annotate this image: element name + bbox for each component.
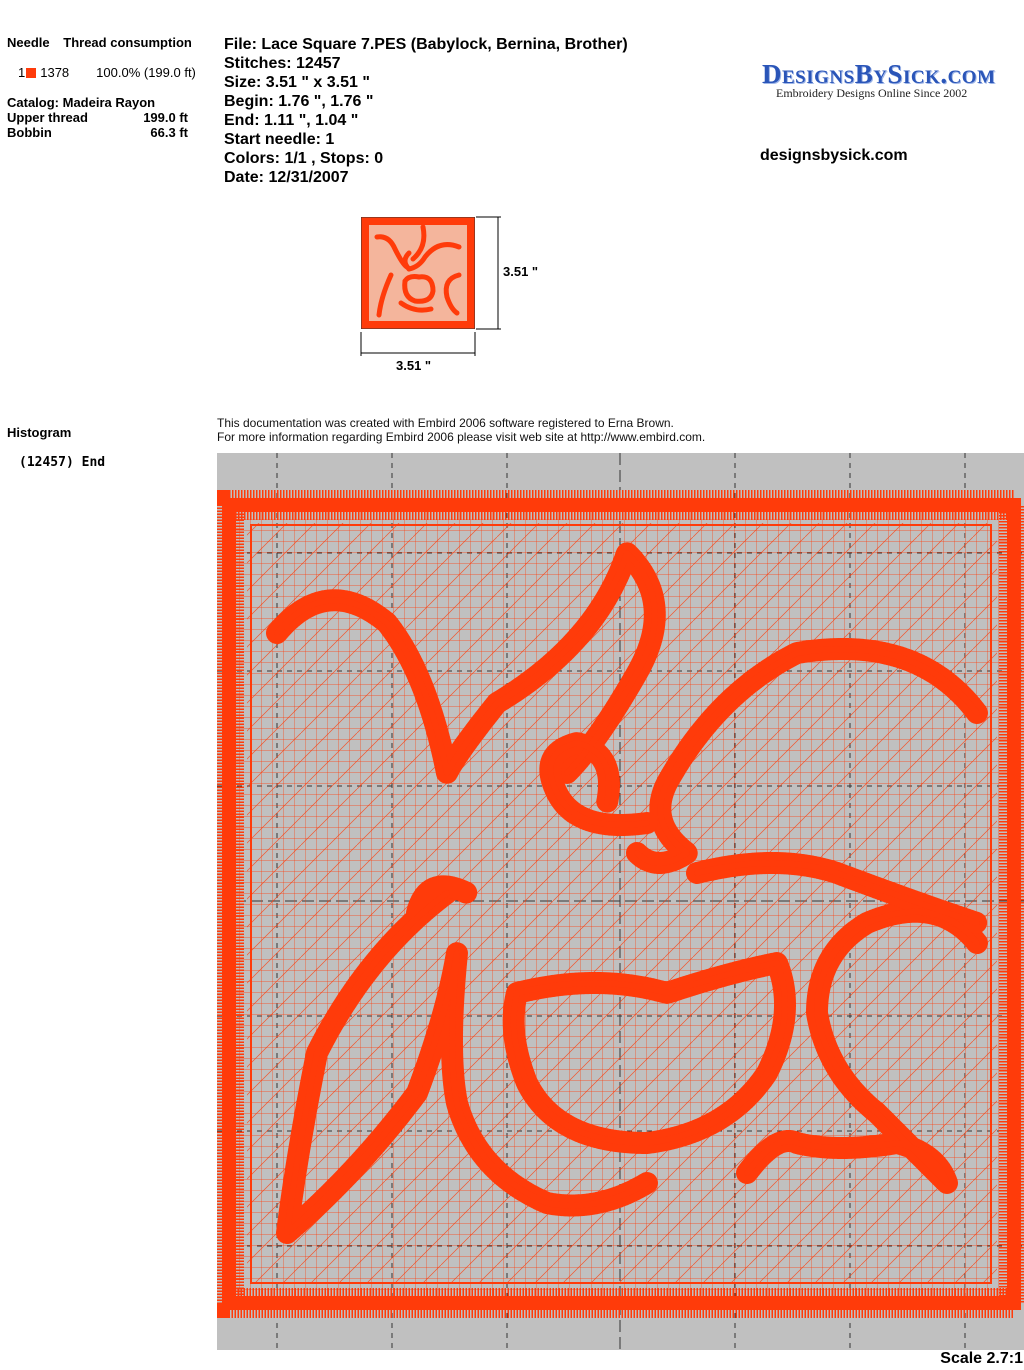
needle-header-label: Needle <box>7 35 50 50</box>
thread-table-header <box>7 35 192 50</box>
design-size: Size: 3.51 " x 3.51 " <box>224 74 370 91</box>
colors-stops: Colors: 1/1 , Stops: 0 <box>224 150 384 167</box>
bobbin-row <box>7 125 188 140</box>
needle-number: 1 <box>18 65 26 80</box>
software-note-line-1: This documentation was created with Embird 2006 software registered to Erna Brown. <box>217 416 674 430</box>
begin-position: Begin: 1.76 ", 1.76 " <box>224 93 374 110</box>
histogram-title: Histogram <box>7 425 72 440</box>
file-info <box>224 35 628 187</box>
site-url: designsbysick.com <box>760 147 908 164</box>
software-note <box>217 416 705 444</box>
thread-code: 1378 <box>40 65 70 80</box>
thumbnail-height-label: 3.51 " <box>503 264 539 279</box>
bobbin-value: 66.3 ft <box>150 125 188 140</box>
preview-scale: Scale 2.7:1 <box>940 1350 1023 1367</box>
bobbin-label: Bobbin <box>7 125 52 140</box>
start-needle: Start needle: 1 <box>224 131 335 148</box>
software-note-line-2: For more information regarding Embird 2006 please visit web site at http://www.embird.com. <box>217 430 706 444</box>
file-name: File: Lace Square 7.PES (Babylock, Bernina, Brother) <box>224 36 628 53</box>
end-position: End: 1.11 ", 1.04 " <box>224 112 359 129</box>
upper-thread-value: 199.0 ft <box>143 110 188 125</box>
histogram-entry: (12457) End <box>19 455 106 470</box>
thread-row <box>18 65 196 80</box>
consumption-header-label: Thread consumption <box>63 35 192 50</box>
thread-catalog: Catalog: Madeira Rayon <box>7 95 156 110</box>
design-date: Date: 12/31/2007 <box>224 169 349 186</box>
logo-wordmark: DesignsBySick.com <box>762 59 996 89</box>
thread-percent: 100.0% (199.0 ft) <box>96 65 196 80</box>
brand-logo <box>762 59 996 101</box>
stitch-count: Stitches: 12457 <box>224 55 341 72</box>
thumbnail-dimension-lines <box>355 214 545 359</box>
upper-thread-label: Upper thread <box>7 110 88 125</box>
upper-thread-row <box>7 110 188 125</box>
embroidery-preview <box>217 453 1024 1350</box>
thread-color-swatch <box>26 68 36 78</box>
logo-tagline: Embroidery Designs Online Since 2002 <box>776 86 968 100</box>
thumbnail-width-label: 3.51 " <box>396 358 432 373</box>
